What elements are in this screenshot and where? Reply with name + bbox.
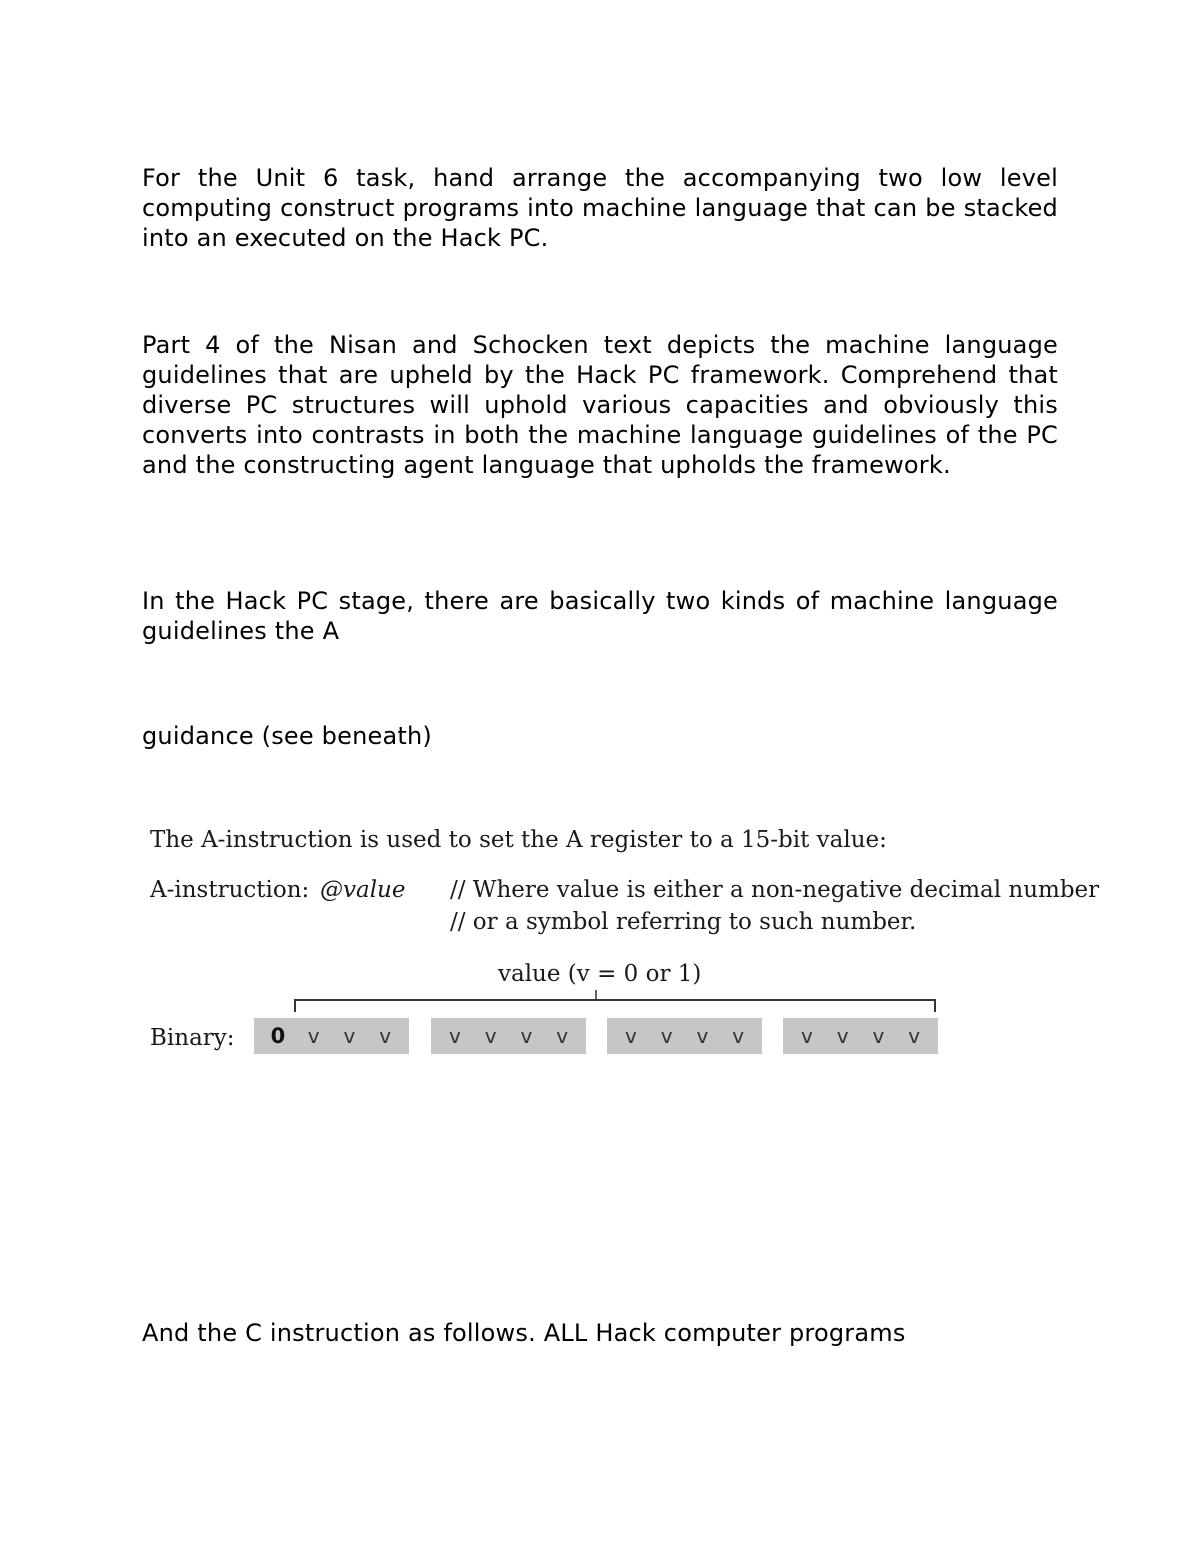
bit-group-1 xyxy=(254,1018,409,1054)
paragraph-c-instruction: And the C instruction as follows. ALL Hack computer programs xyxy=(142,1319,906,1347)
bit-8: v xyxy=(624,1024,637,1048)
bit-14: v xyxy=(872,1024,885,1048)
figure-instruction-syntax: @value xyxy=(320,877,406,903)
figure-comment-line-2: // or a symbol referring to such number. xyxy=(450,909,917,935)
bit-group-2 xyxy=(431,1018,586,1054)
figure-binary-label: Binary: xyxy=(150,1025,235,1051)
bit-13: v xyxy=(836,1024,849,1048)
figure-instruction-label: A-instruction: xyxy=(150,877,310,903)
bit-10: v xyxy=(696,1024,709,1048)
value-bracket xyxy=(294,990,936,1012)
paragraph-intro: For the Unit 6 task, hand arrange the accompanying two low level computing construct programs into machine language that can be stacked into an executed on the Hack PC. xyxy=(142,164,1058,252)
paragraph-part-4: Part 4 of the Nisan and Schocken text depicts the machine language guidelines that are upheld by the Hack PC framework. Comprehend that diverse PC structures will uphold various capacities and obviously this converts into contrasts in both the machine language guidelines of the PC and the constructing agent language that upholds the framework. xyxy=(142,331,1058,479)
figure-comment-line-1: // Where value is either a non-negative decimal number xyxy=(450,877,1100,903)
bit-6: v xyxy=(520,1024,533,1048)
bit-11: v xyxy=(732,1024,745,1048)
paragraph-hack-stage: In the Hack PC stage, there are basically two kinds of machine language guidelines the A xyxy=(142,587,1058,645)
bit-1: v xyxy=(307,1024,320,1048)
figure-caption: The A-instruction is used to set the A register to a 15-bit value: xyxy=(150,827,887,853)
bit-5: v xyxy=(484,1024,497,1048)
bit-group-4 xyxy=(783,1018,938,1054)
bit-15: v xyxy=(908,1024,921,1048)
bit-3: v xyxy=(379,1024,392,1048)
bit-9: v xyxy=(660,1024,673,1048)
bit-12: v xyxy=(800,1024,813,1048)
bit-group-3 xyxy=(607,1018,762,1054)
a-instruction-figure xyxy=(150,822,1100,1072)
bit-7: v xyxy=(556,1024,569,1048)
figure-value-label: value (v = 0 or 1) xyxy=(498,961,702,987)
bit-4: v xyxy=(448,1024,461,1048)
bit-0: 0 xyxy=(270,1024,286,1048)
bit-2: v xyxy=(343,1024,356,1048)
paragraph-guidance: guidance (see beneath) xyxy=(142,722,432,750)
